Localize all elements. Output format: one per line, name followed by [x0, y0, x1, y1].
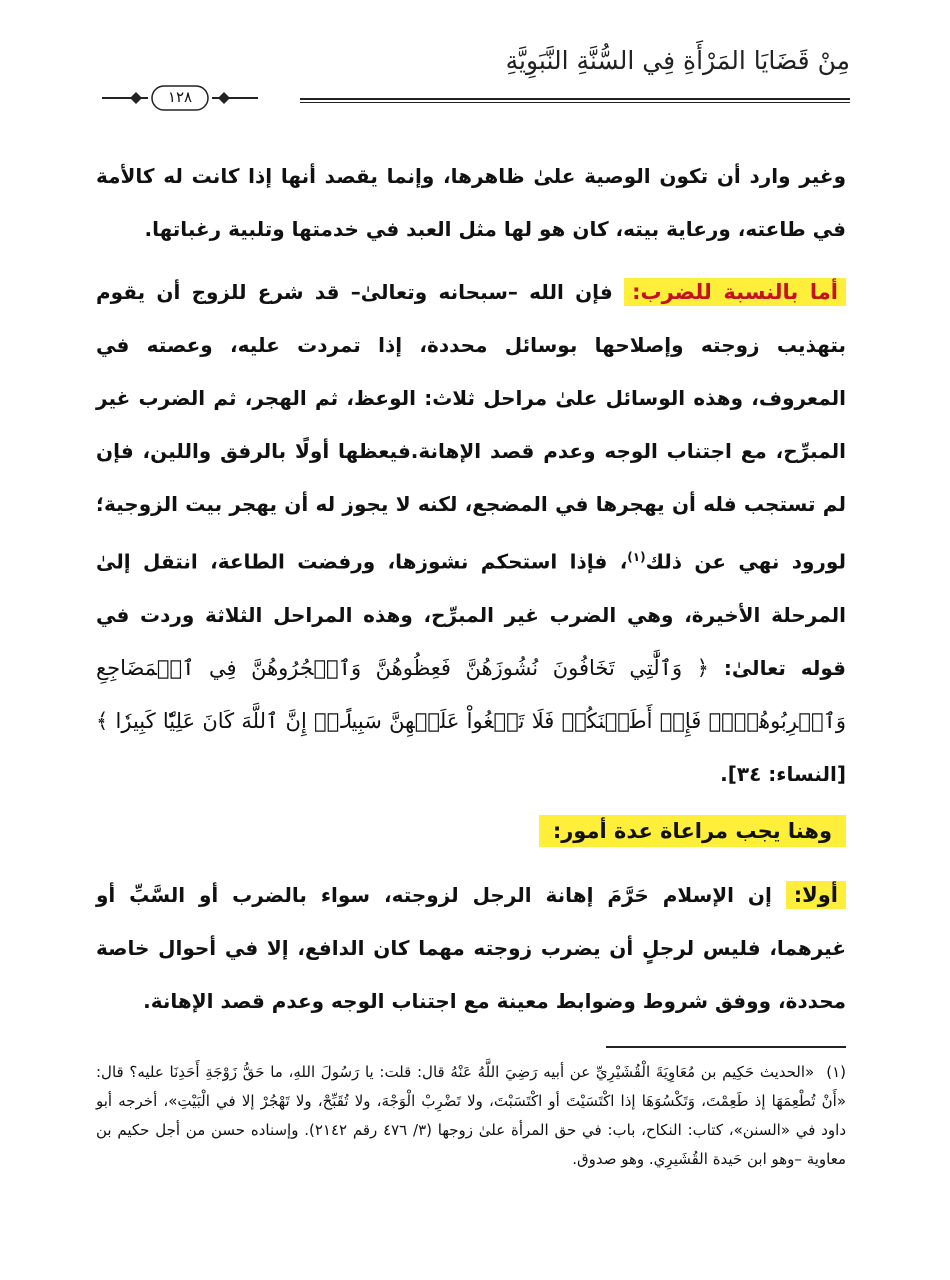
- footnote: [96, 1058, 846, 1174]
- point-1-paragraph: [96, 869, 846, 1028]
- paragraph-2-continuation: ، فإذا استحكم نشوزها، ورفضت الطاعة، انتقل إلىٰ المرحلة الأخيرة، وهي الضرب غير المبرِّح، وهذه المراحل الثلاثة وردت في قوله تعالىٰ:: [96, 549, 847, 680]
- main-text: [96, 150, 846, 1028]
- paragraph-2-text: فإن الله –سبحانه وتعالىٰ– قد شرع للزوج أن يقوم بتهذيب زوجته وإصلاحها بوسائل محددة، إذا تمردت عليه، وعصته في المعروف، وهذه الوسائل علىٰ مراحل ثلاث: الوعظ، ثم الهجر، ثم الضرب غير المبرِّح، مع اجتناب الوجه وعدم قصد الإهانة.فيعظها أولًا بالرفق واللين، فإن لم تستجب فله أن يهجرها في المضجع، لكنه لا يجوز له أن يهجر بيت الزوجية؛ لورود نهي عن ذلك: [96, 280, 846, 574]
- page-header: [100, 40, 850, 110]
- running-title: مِنْ قَضَايَا المَرْأَةِ فِي السُّنَّةِ النَّبَوِيَّةِ: [505, 46, 850, 75]
- footnote-reference[interactable]: (١): [627, 550, 646, 564]
- footnote-separator: [606, 1046, 846, 1048]
- quran-reference: [النساء: ٣٤].: [720, 761, 846, 786]
- paragraph-2: [96, 266, 846, 801]
- page-number-ornament: [100, 84, 260, 112]
- point-1-label: أولا:: [786, 881, 846, 909]
- header-rule: [300, 98, 850, 103]
- page-number: ١٢٨: [167, 88, 193, 106]
- point-1-text: إن الإسلام حَرَّمَ إهانة الرجل لزوجته، سواء بالضرب أو السَّبِّ أو غيرهما، فليس لرجلٍ أن يضرب زوجته مهما كان الدافع، إلا في أحوال خاصة محددة، ووفق شروط وضوابط معينة مع اجتناب الوجه وعدم قصد الإهانة.: [96, 882, 846, 1013]
- paragraph-1: وغير وارد أن تكون الوصية علىٰ ظاهرها، وإنما يقصد أنها إذا كانت له كالأمة في طاعته، ورعاية بيته، كان هو لها مثل العبد في خدمتها وتلبية رغباتها.: [96, 164, 846, 241]
- highlighted-label-beating: أما بالنسبة للضرب:: [624, 278, 846, 306]
- footnote-text: «الحديث حَكِيم بن مُعَاوِيَةَ الْقُشَيْرِيِّ عن أبيه رَضِيَ اللَّهُ عَنْهُ قال: قلت: يا رَسُولَ اللهِ، ما حَقُّ زَوْجَةِ أَحَدِنَا عليه؟ قال: «أَنْ تُطْعِمَهَا إذ طَعِمْتَ، وَتَكْسُوَهَا إذا اكْتَسَيْتَ أو اكْتَسَبْتَ، ولا تَضْرِبْ الْوَجْهَ، ولا تُقَبِّحْ، ولا تَهْجُرْ إلا في الْبَيْتِ»، أخرجه أبو داود في «السنن»، كتاب: النكاح، باب: في حق المرأة علىٰ زوجها (٣/ ٤٧٦ رقم ٢١٤٢). وإسناده حسن من أجل حكيم بن معاوية –وهو ابن حَيدة القُشَيرِي. وهو صدوق.: [96, 1063, 847, 1168]
- footnote-number: (١): [826, 1063, 846, 1081]
- section-heading: وهنا يجب مراعاة عدة أمور:: [539, 815, 846, 847]
- quran-verse: ﴿ وَٱلَّٰتِي تَخَافُونَ نُشُوزَهُنَّ فَعِظُوهُنَّ وَٱهۡجُرُوهُنَّ فِي ٱلۡمَضَاجِعِ وَٱضۡرِبُوهُنَّۖ فَإِنۡ أَطَعۡنَكُمۡ فَلَا تَبۡغُواْ عَلَيۡهِنَّ سَبِيلًاۗ إِنَّ ٱللَّهَ كَانَ عَلِيّٗا كَبِيرٗا ﴾: [96, 655, 846, 733]
